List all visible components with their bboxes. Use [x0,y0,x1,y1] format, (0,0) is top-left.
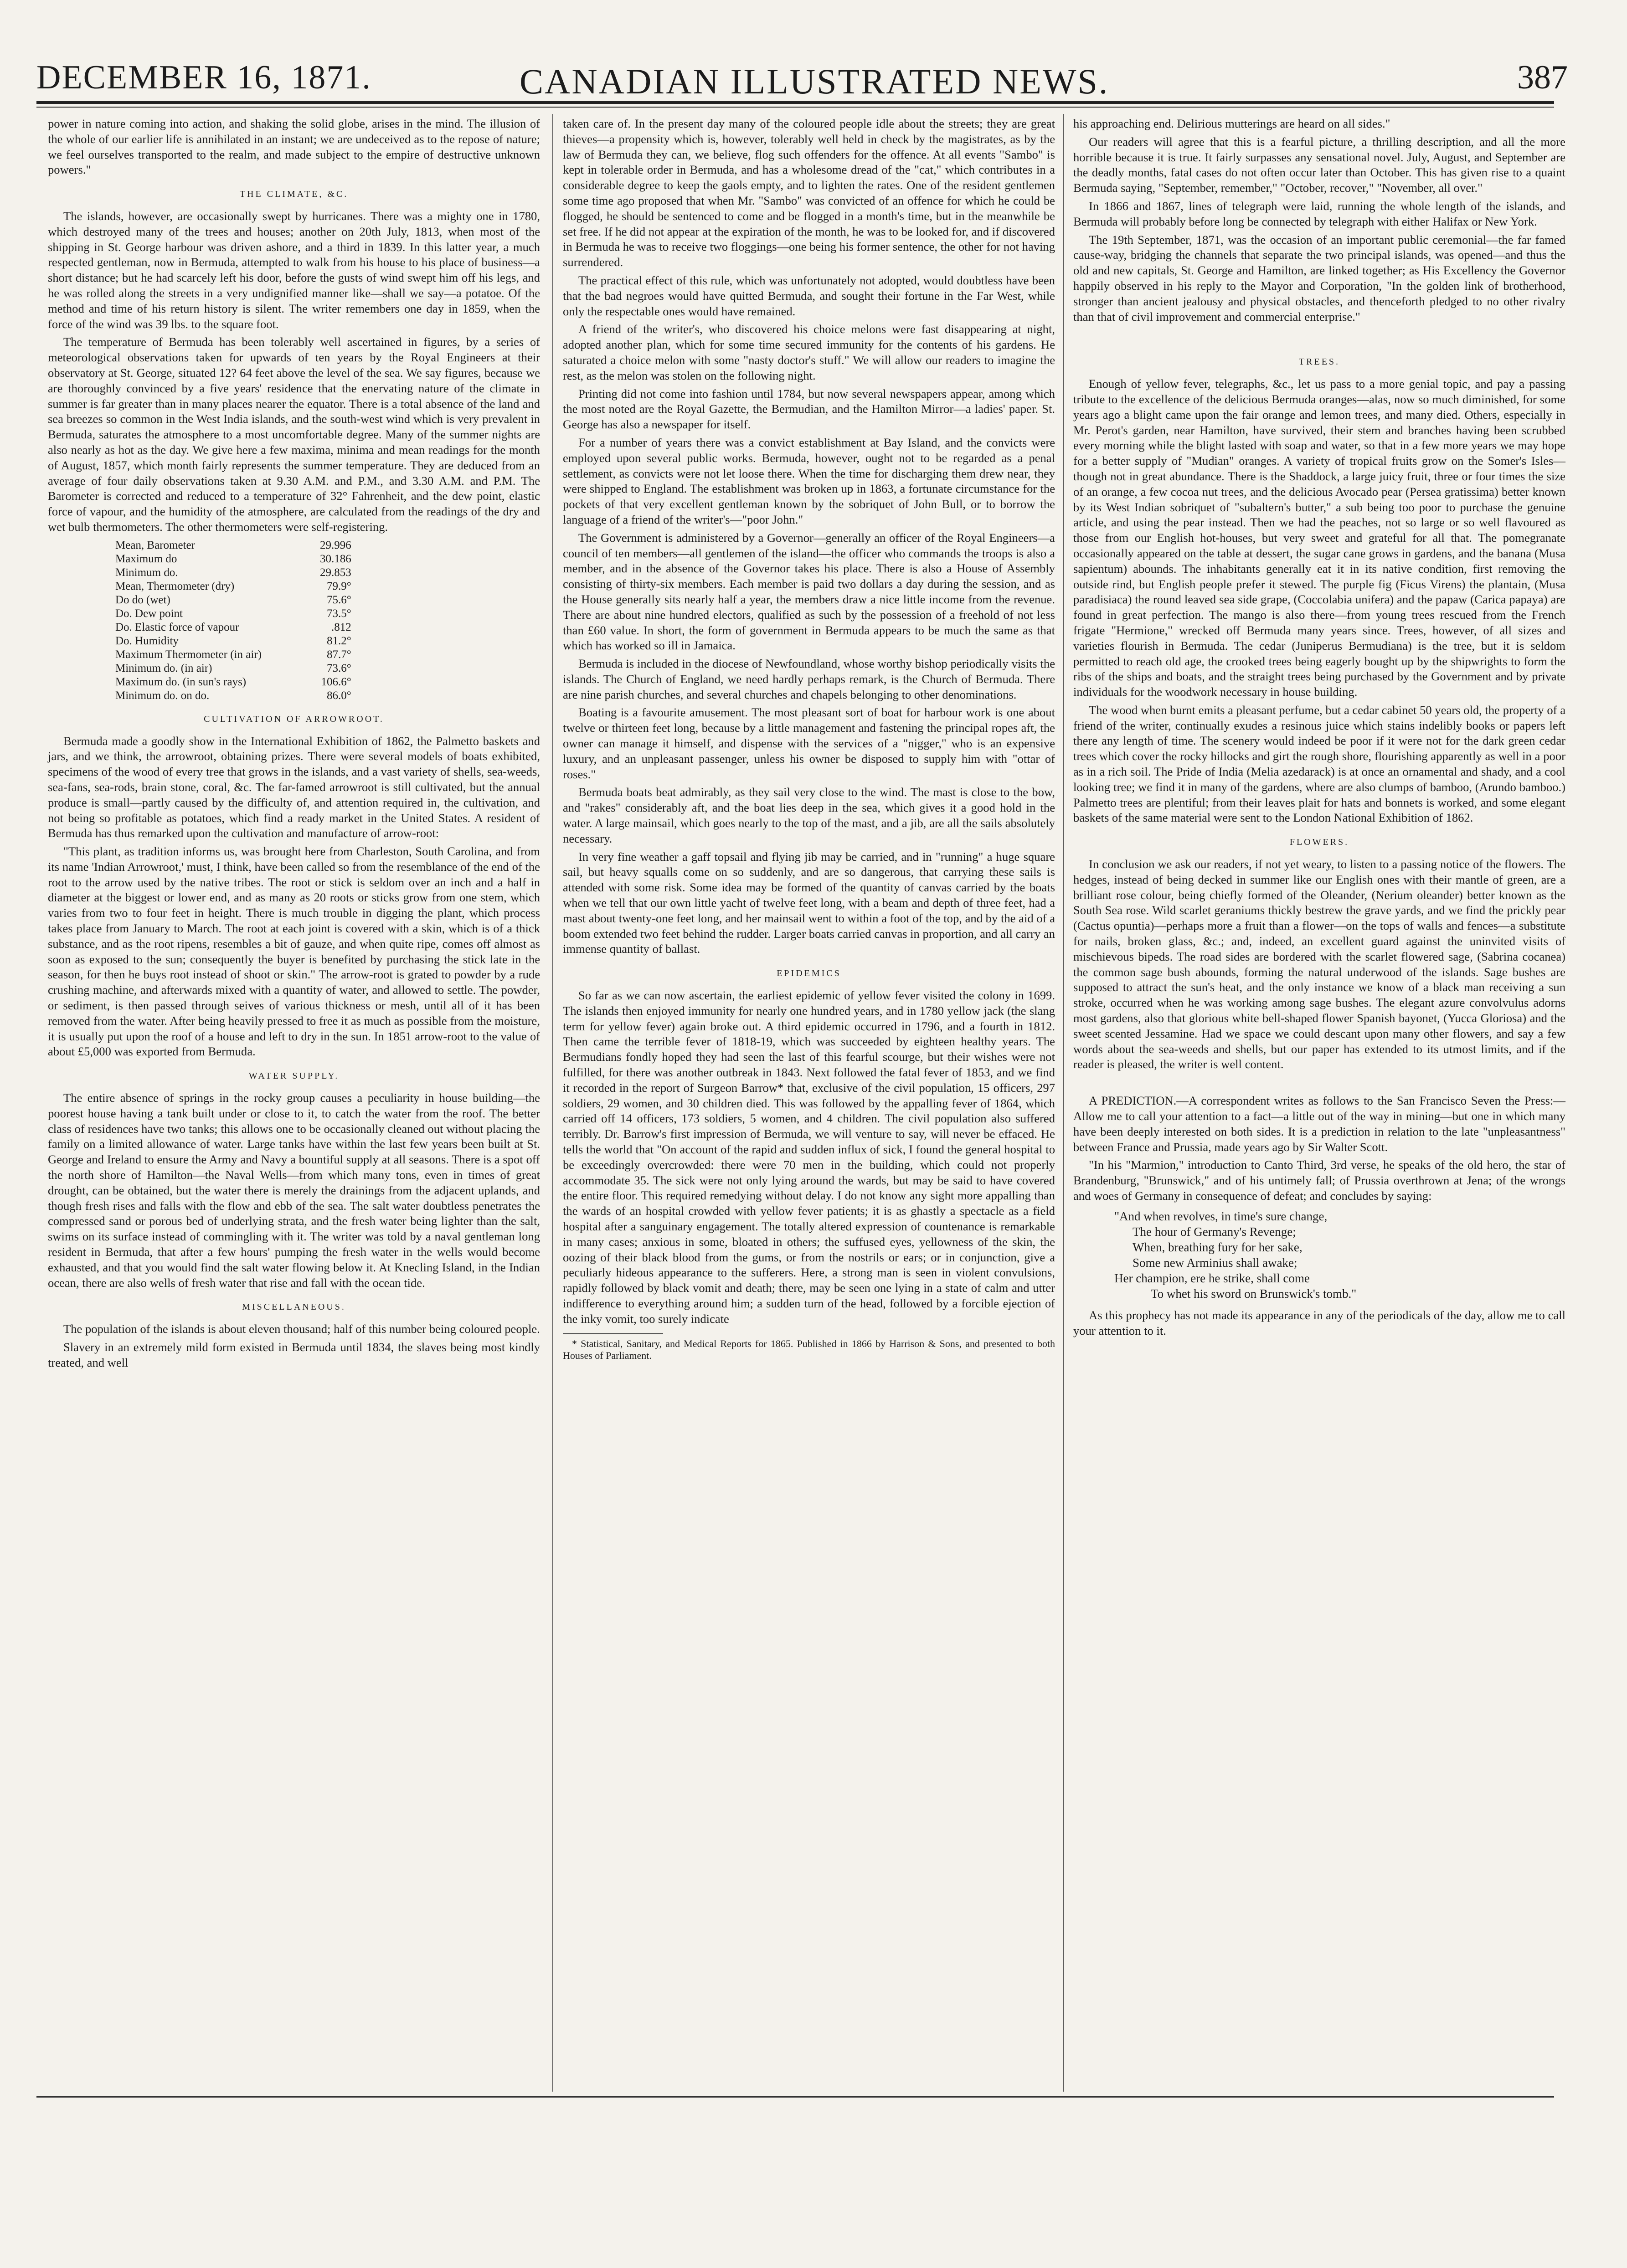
paragraph: In 1866 and 1867, lines of telegraph were laid, running the whole length of the islands, and Bermuda will probably before long be connected by telegraph with either Halifax or New York. [1073,199,1565,228]
page-number: 387 [1517,59,1568,96]
paragraph: power in nature coming into action, and shaking the solid globe, arises in the mind. The illusion of the whole of our earlier life is annihilated in an instant; we are undeceived as to the repose of nature; we feel ourselves transported to the realm, and made subject to the empire of destructive unknown powers." [48,117,540,177]
table-cell-label: Minimum do. (in air) [115,662,212,674]
footnote: * Statistical, Sanitary, and Medical Reports for 1865. Published in 1866 by Harrison & Sons, and presented to both Houses of Parliament. [563,1337,1055,1361]
column-1 [48,116,540,1373]
paragraph: Slavery in an extremely mild form existed in Bermuda until 1834, the slaves being most kindly treated, and well [48,1340,540,1369]
section-heading: TREES. [1298,357,1340,367]
column-divider [1063,114,1064,2092]
table-cell-value: 73.5° [326,607,351,620]
table-cell-label: Mean, Barometer [115,539,195,551]
table-cell-value: .812 [331,621,351,633]
paragraph: Printing did not come into fashion until 1784, but now several newspapers appear, among which the most noted are the Royal Gazette, the Bermudian, and the Hamilton Mirror—a ladies' paper. St. George has also a newspaper for itself. [563,386,1055,432]
column-divider [552,114,553,2092]
verse-line: "And when revolves, in time's sure change, [1114,1209,1328,1223]
table-cell-value: 75.6° [326,593,351,606]
table-row [112,634,355,648]
paragraph: As this prophecy has not made its appearance in any of the periodicals of the day, allow me to call your attention to it. [1073,1308,1565,1337]
section-heading: FLOWERS. [1289,837,1349,848]
table-cell-label: Do. Elastic force of vapour [115,621,239,633]
table-cell-label: Minimum do. [115,566,178,579]
table-cell-value: 30.186 [319,552,351,565]
section-heading: CULTIVATION OF ARROWROOT. [204,714,384,724]
footnote-rule [563,1333,663,1334]
table-row [112,648,355,662]
paragraph: "This plant, as tradition informs us, was brought here from Charleston, South Carolina, and from its name 'Indian Arrowroot,' must, I think, have been called so from the resemblance of the end of the root to the arrow used by the native tribes. The root or stick is seldom over an inch and a half in diameter at the biggest or lower end, and as many as 20 roots or sticks grow from one stem, which varies from two to four feet in height. There is much trouble in digging the plant, which process takes place from January to March. The root at each joint is covered with a skin, which is of a thick substance, and as the root ripens, resembles a bit of gauze, and when quite ripe, comes off almost as soon as exposed to the sun; consequently the buyer is benefited by purchasing the stick late in the season, for then he buys root instead of shoot or skin." The arrow-root is grated to powder by a rude crushing machine, and afterwards mixed with a quantity of water, and allowed to settle. The powder, or sediment, is then passed through seives of various thickness or mesh, until all of it has been removed from the water. After being heavily pressed to free it as much as possible from the moisture, it is usually put upon the roof of a house and left to dry in the sun. In 1851 arrow-root to the value of about £5,000 was exported from Bermuda. [48,844,540,1059]
table-cell-label: Minimum do. on do. [115,689,210,702]
paragraph: The population of the islands is about eleven thousand; half of this number being coloured people. [63,1322,540,1336]
paragraph: The 19th September, 1871, was the occasion of an important public ceremonial—the far famed cause-way, bridging the channels that separate the two principal islands, was opened—and thus the old and new capitals, St. George and Hamilton, are linked together; as His Excellency the Governor happily observed in his reply to the Mayor and Corporation, "In the golden link of brotherhood, stronger than ancient jealousy and physical obstacles, and thenceforth pledged to no other rivalry than that of civil improvement and commercial enterprise." [1073,232,1565,324]
verse-line: Her champion, ere he strike, shall come [1114,1271,1310,1285]
paragraph: In conclusion we ask our readers, if not yet weary, to listen to a passing notice of the flowers. The hedges, instead of being decked in summer like our English ones with their mantle of green, are a brilliant rose colour, being chiefly formed of the Oleander, (Nerium oleander) better known as the South Sea rose. Wild scarlet geraniums thickly bestrew the grave yards, and we find the prickly pear (Cactus opuntia)—perhaps more a fruit than a flower—on the tops of walls and fences—a substitute for nails, broken glass, &c.; and, indeed, an excellent guard against the uninvited visits of mischievous bipeds. The road sides are bordered with the scarlet flowered sage, (Sabrina cocanea) the common sage bush abounds, forming the natural underwood of the islands. Sage bushes are supposed to attract the sun's heat, and the only instance we know of a black man receiving a sun stroke, occurred when he was working among sage bushes. The elegant azure convolvulus adorns most gardens, also that glorious white bell-shaped flower Spanish bayonet, (Yucca Gloriosa) and the sweet scented Jessamine. Had we space we could descant upon many other flowers, and say a few words about the sea-weeds and shells, but our paper has extended to its utmost limits, and if the reader is pleased, the writer is well content. [1073,857,1565,1071]
verse-quote [1114,1209,1565,1301]
paragraph: Bermuda boats beat admirably, as they sail very close to the wind. The mast is close to the bow, and "rakes" considerably aft, and the boat lies deep in the sea, which gives it a good hold in the water. A large mainsail, which goes nearly to the top of the mast, and a jib, are all the sails absolutely necessary. [563,785,1055,845]
table-cell-label: Do. Humidity [115,634,179,647]
section-heading: THE CLIMATE, &C. [239,189,349,200]
table-row [112,662,355,675]
table-row [112,580,355,593]
spacer [1073,327,1565,345]
paragraph: The entire absence of springs in the rocky group causes a peculiarity in house building—the poorest house having a tank built under or close to it, to catch the water from the roof. The better class of residences have two tanks; this allows one to be occasionally cleaned out without placing the family on a limited allowance of water. Large tanks have within the last few years been built at St. George and Ireland to ensure the Army and Navy a bountiful supply at all seasons. There is a spot off the north shore of Hamilton—the Naval Wells—from which many tons, even in times of great drought, can be obtained, but the water there is merely the drainings from the adjacent uplands, and though fresh rises and falls with the flow and ebb of the sea. The salt water doubtless penetrates the compressed sand or porous bed of underlying strata, and the fresh water being lighter than the salt, swims on its surface instead of commingling with it. The writer was told by a naval gentleman long resident in Bermuda, that after a few hours' pumping the fresh water in the wells would become exhausted, and that you would find the salt water flowing below it. At Knecling Island, in the Indian ocean, there are also wells of fresh water that rise and fall with the ocean tide. [48,1091,540,1290]
section-heading: MISCELLANEOUS. [242,1302,346,1312]
column-2 [563,116,1055,1364]
verse-line: Some new Arminius shall awake; [1133,1255,1297,1270]
table-row [112,539,355,552]
paragraph: The wood when burnt emits a pleasant perfume, but a cedar cabinet 50 years old, the property of a friend of the writer, continually exudes a resinous juice which stains indelibly books or papers left there any length of time. The scenery would indeed be poor if it were not for the dark green cedar trees which cover the rocky hillocks and girt the rough shore, flourishing apparently as well in a poor as in a rich soil. The Pride of India (Melia azedarack) is at once an ornamental and shady, and a cool looking tree; we find it in many of the gardens, where are also clumps of bamboo, (Arundo bamboo.) Palmetto trees are plentiful; from their leaves plait for hats and bonnets is worked, and some elegant baskets of the same material were sent to the London National Exhibition of 1862. [1073,703,1565,825]
table-cell-label: Do do (wet) [115,593,170,606]
paragraph: Our readers will agree that this is a fearful picture, a thrilling description, and all the more horrible because it is true. It fairly surpasses any sensational novel. July, August, and September are the deadly months, fatal cases do not often occur later than October. This has given rise to a quaint Bermuda saying, "September, remember," "October, recover," "November, all over." [1073,134,1565,195]
verse-line: To whet his sword on Brunswick's tomb." [1151,1286,1357,1301]
paragraph: For a number of years there was a convict establishment at Bay Island, and the convicts were employed upon several public works. Bermuda, however, ought not to be regarded as a penal settlement, as convicts were not let loose there. When the time for discharging them drew near, they were shipped to England. The establishment was broken up in 1863, a fortunate circumstance for the pockets of that very excellent gentleman known by the sobriquet of John Bull, or to borrow the language of a friend of the writer's—"poor John." [563,435,1055,526]
section-heading: WATER SUPPLY. [248,1071,340,1081]
paragraph: "In his "Marmion," introduction to Canto Third, 3rd verse, he speaks of the old hero, the star of Brandenburg, "Brunswick," and of his untimely fall; of Prussia overthrown at Jena; of the wrongs and woes of Germany in consequence of defeat; and concludes by saying: [1073,1158,1565,1203]
table-row [112,621,355,634]
table-cell-value: 79.9° [326,580,351,592]
table-cell-value: 29.853 [319,566,351,579]
weather-table [112,539,355,703]
paragraph: his approaching end. Delirious mutterings are heard on all sides." [1073,117,1390,130]
paragraph: Bermuda is included in the diocese of Newfoundland, whose worthy bishop periodically visits the islands. The Church of England, we need hardly perhaps remark, is the Church of Bermuda. There are nine parish churches, and several churches and chapels belonging to other denominations. [563,657,1055,701]
paragraph: The practical effect of this rule, which was unfortunately not adopted, would doubtless have been that the bad negroes would have quitted Bermuda, and sought their fortune in the Far West, while only the respectable ones would have remained. [563,273,1055,318]
table-row [112,552,355,566]
table-cell-label: Do. Dew point [115,607,183,620]
table-row [112,593,355,607]
table-row [112,689,355,703]
paragraph: So far as we can now ascertain, the earliest epidemic of yellow fever visited the colony in 1699. The islands then enjoyed immunity for nearly one hundred years, and in 1780 yellow jack (the slang term for yellow fever) again broke out. A third epidemic occurred in 1796, and a fourth in 1812. Then came the terrible fever of 1818-19, which was succeeded by eighteen healthy years. The Bermudians fondly hoped they had seen the last of this fearful scourge, but their wishes were not fulfilled, for there was another outbreak in 1843. Next followed the fatal fever of 1853, and we find it recorded in the report of Surgeon Barrow* that, exclusive of the civil population, 15 officers, 297 soldiers, 29 women, and 30 children died. This was followed by the appalling fever of 1864, which carried off 14 officers, 173 soldiers, 5 women, and 4 children. The civil population also suffered terribly. Dr. Barrow's first impression of Bermuda, we will venture to say, will never be effaced. He tells the world that "On account of the rapid and sudden influx of sick, I found the general hospital to be exceedingly overcrowded: there were 70 men in the building, which could not properly accommodate 35. The sick were not only lying around the wards, but may be said to have covered the entire floor. This required remedying without delay. I do not know any sight more appalling than the wards of an hospital crowded with yellow fever patients; it is as ghastly a spectacle as a field hospital after a sanguinary engagement. The totally altered expression of countenance is remarkable in many cases; anxious in some, bloated in others; the suffused eyes, yellowness of the skin, the oozing of their black blood from the gums, or from the nostrils or ears; or in conjunction, give a peculiarly hideous appearance to the sufferers. Here, a strong man is seen in violent convulsions, rapidly followed by black vomit and death; there, may be seen one lying in a state of calm and utter indifference to everything around him; a sudden turn of the head, followed by a forcible ejection of the inky vomit, too surely indicate [563,988,1055,1326]
table-cell-value: 87.7° [326,648,351,661]
paragraph: The islands, however, are occasionally swept by hurricanes. There was a mighty one in 1780, which destroyed many of the trees and houses; another on 20th July, 1813, when most of the shipping in St. George harbour was driven ashore, and a third in 1839. In this latter year, a much respected gentleman, now in Bermuda, attempted to walk from his house to his place of business—a short distance; but he had scarcely left his door, before the gusts of wind swept him off his legs, and he was rolled along the streets in a very undignified manner like—shall we say—a potatoe. Of the method and time of his return history is silent. The writer remembers one day in 1859, when the force of the wind was 39 lbs. to the square foot. [48,209,540,331]
table-cell-label: Maximum do. (in sun's rays) [115,675,247,688]
paragraph: Enough of yellow fever, telegraphs, &c., let us pass to a more genial topic, and pay a passing tribute to the excellence of the delicious Bermuda oranges—alas, now so much diminished, for some years ago a blight came upon the fair orange and lemon trees, and many died. Others, especially in Mr. Perot's garden, near Hamilton, have survived, their stem and branches having been scrubbed every morning while the blight lasted with soap and water, so that in a few more years we may hope for a better supply of "Mudian" oranges. A variety of tropical fruits grow on the Somer's Isles—though not in great abundance. There is the Shaddock, a large juicy fruit, three or four times the size of an orange, a few cocoa nut trees, and the delicious Avocado pear (Persea gratissima) better known by its West Indian sobriquet of "subaltern's butter," a sub being too poor to purchase the genuine article, and using the pear instead. Then we had the peaches, not so large or so well flavoured as those from our English hot-houses, but very sweet and grateful for all that. The pomegranate occasionally appeared on the table at dessert, the sugar cane grows in gardens, and the banana (Musa sapientum) abounds. The inhabitants generally eat it in its native condition, first removing the outside rind, but English people prefer it stewed. The purple fig (Ficus Virens) the plantain, (Musa paradisiaca) the round leaved sea side grape, (Coccolabia unifera) and the papaw (Carica papaya) are found in great perfection. The mango is also there—from young trees rescued from the French frigate "Hermione," wrecked off Bermuda many years since. Trees, however, of all sizes and varieties flourish in Bermuda. The cedar (Juniperus Bermudiana) is the tree, but it is seldom permitted to reach old age, the crooked trees being eagerly bought up by the shipwrights to form the ribs of the ships and boats, and the straight trees being purchased by the Government and by private individuals for the woodwork necessary in house building. [1073,377,1565,699]
paragraph: Boating is a favourite amusement. The most pleasant sort of boat for harbour work is one about twelve or thirteen feet long, because by a little management and fastening the principal ropes aft, the owner can manage it himself, and dispense with the services of a "nigger," who is an expensive luxury, and an unpleasant passenger, unless his owner be disposed to supply him with "ottar of roses." [563,705,1055,781]
footer-rule [36,2096,1554,2098]
paragraph: Bermuda made a goodly show in the International Exhibition of 1862, the Palmetto baskets and jars, and we think, the arrowroot, obtaining prizes. There were several models of boats exhibited, specimens of the wood of every tree that grows in the islands, and a vast variety of shells, sea-weeds, sea-fans, sea-rods, brain stone, coral, &c. The far-famed arrowroot is still cultivated, but the annual produce is small—partly caused by the difficulty of, and attention required in, the cultivation, and not being so profitable as potatoes, which find a ready market in the United States. A resident of Bermuda has thus remarked upon the cultivation and manufacture of arrow-root: [48,734,540,840]
issue-date: DECEMBER 16, 1871. [36,59,371,96]
spacer [1073,1075,1565,1093]
paragraph: A friend of the writer's, who discovered his choice melons were fast disappearing at night, adopted another plan, which for some time secured immunity for the contents of his gardens. He saturated a choice melon with some "nasty doctor's stuff." We will allow our readers to imagine the rest, as the melon was stolen on the following night. [563,322,1055,382]
header-rule-thin [36,107,1554,108]
table-cell-value: 106.6° [321,675,351,688]
table-row [112,675,355,689]
verse-line: When, breathing fury for her sake, [1133,1240,1303,1254]
table-cell-value: 29.996 [319,539,351,551]
table-cell-label: Maximum Thermometer (in air) [115,648,262,661]
paragraph: In very fine weather a gaff topsail and flying jib may be carried, and in "running" a huge square sail, but heavy squalls come on so suddenly, and are so dangerous, that carrying these sails is attended with some risk. Some idea may be formed of the quantity of canvas carried by the boats when we tell that our own little yacht of twelve feet long, with a beam and depth of three feet, had a mast about twenty-one feet long, and her mainsail went to within a foot of the top, and by the aid of a boom extended two feet behind the rudder. Larger boats carried canvas in proportion, and all carry an immense quantity of ballast. [563,849,1055,956]
paragraph: The temperature of Bermuda has been tolerably well ascertained in figures, by a series of meteorological observations taken for upwards of ten years by the Royal Engineers at their observatory at St. George, situated 12? 64 feet above the level of the sea. We say figures, because we are thoroughly convinced by a five years' residence that the enervating nature of the climate in summer is far greater than in many places nearer the equator. There is a total absence of the land and sea breezes so common in the West India islands, and the south-west wind which is very prevalent in Bermuda, saturates the atmosphere to a most uncomfortable degree. Many of the summer nights are also nearly as hot as the day. We give here a few maxima, minima and mean readings for the month of August, 1857, which month fairly represents the summer temperature. They are deduced from an average of four daily observations taken at 9.30 A.M. and P.M., and 3.30 A.M. and P.M. The Barometer is corrected and reduced to a temperature of 32° Fahrenheit, and the dew point, elastic force of vapour, and the humidity of the atmosphere, are calculated from the readings of the dry and wet bulb thermometers. The other thermometers were self-registering. [48,335,540,534]
table-cell-value: 73.6° [326,662,351,674]
section-heading: EPIDEMICS [777,968,841,979]
table-row [112,566,355,580]
column-3 [1073,116,1565,1341]
header-rule [36,101,1554,104]
masthead-title: CANADIAN ILLUSTRATED NEWS. [520,62,1109,101]
paragraph: taken care of. In the present day many of the coloured people idle about the streets; they are great thieves—a propensity which is, however, tolerably well held in check by the magistrates, as by the law of Bermuda they can, we believe, flog such offenders for the offence. At all events "Sambo" is kept in tolerable order in Bermuda, and has a wholesome dread of the "cat," which contributes in a considerable degree to keep the gaols empty, and to lighten the rates. One of the resident gentlemen some time ago proposed that when Mr. "Sambo" was convicted of an offence for which he could be flogged, he should be sentenced to come and be flogged in a month's time, but in the meanwhile be set free. If he did not appear at the expiration of the month, he was to be looked for, and if discovered in Bermuda he was to receive two floggings—one being his former sentence, the other for not having surrendered. [563,117,1055,269]
table-cell-label: Mean, Thermometer (dry) [115,580,235,592]
table-cell-value: 81.2° [326,634,351,647]
paragraph: The Government is administered by a Governor—generally an officer of the Royal Engineers—a council of ten members—all gentlemen of the island—the officer who commands the troops is also a member, and in the absence of the Governor takes his place. There is also a House of Assembly consisting of thirty-six members. Each member is paid two dollars a day during the session, and as the House generally sits nearly half a year, the members draw a nice little income from the revenue. There are about nine hundred electors, qualified as such by the possession of a freehold of not less than £60 value. In short, the form of government in Bermuda appears to be much the same as that which has worked so ill in Jamaica. [563,530,1055,653]
table-cell-label: Maximum do [115,552,177,565]
table-cell-value: 86.0° [326,689,351,702]
table-row [112,607,355,621]
paragraph: A PREDICTION.—A correspondent writes as follows to the San Francisco Seven the Press:—Allow me to call your attention to a fact—a little out of the way in mining—but one in which many have been deeply interested on both sides. It is a prediction in relation to the late "unpleasantness" between France and Prussia, made years ago by Sir Walter Scott. [1073,1094,1565,1154]
verse-line: The hour of Germany's Revenge; [1133,1224,1296,1239]
